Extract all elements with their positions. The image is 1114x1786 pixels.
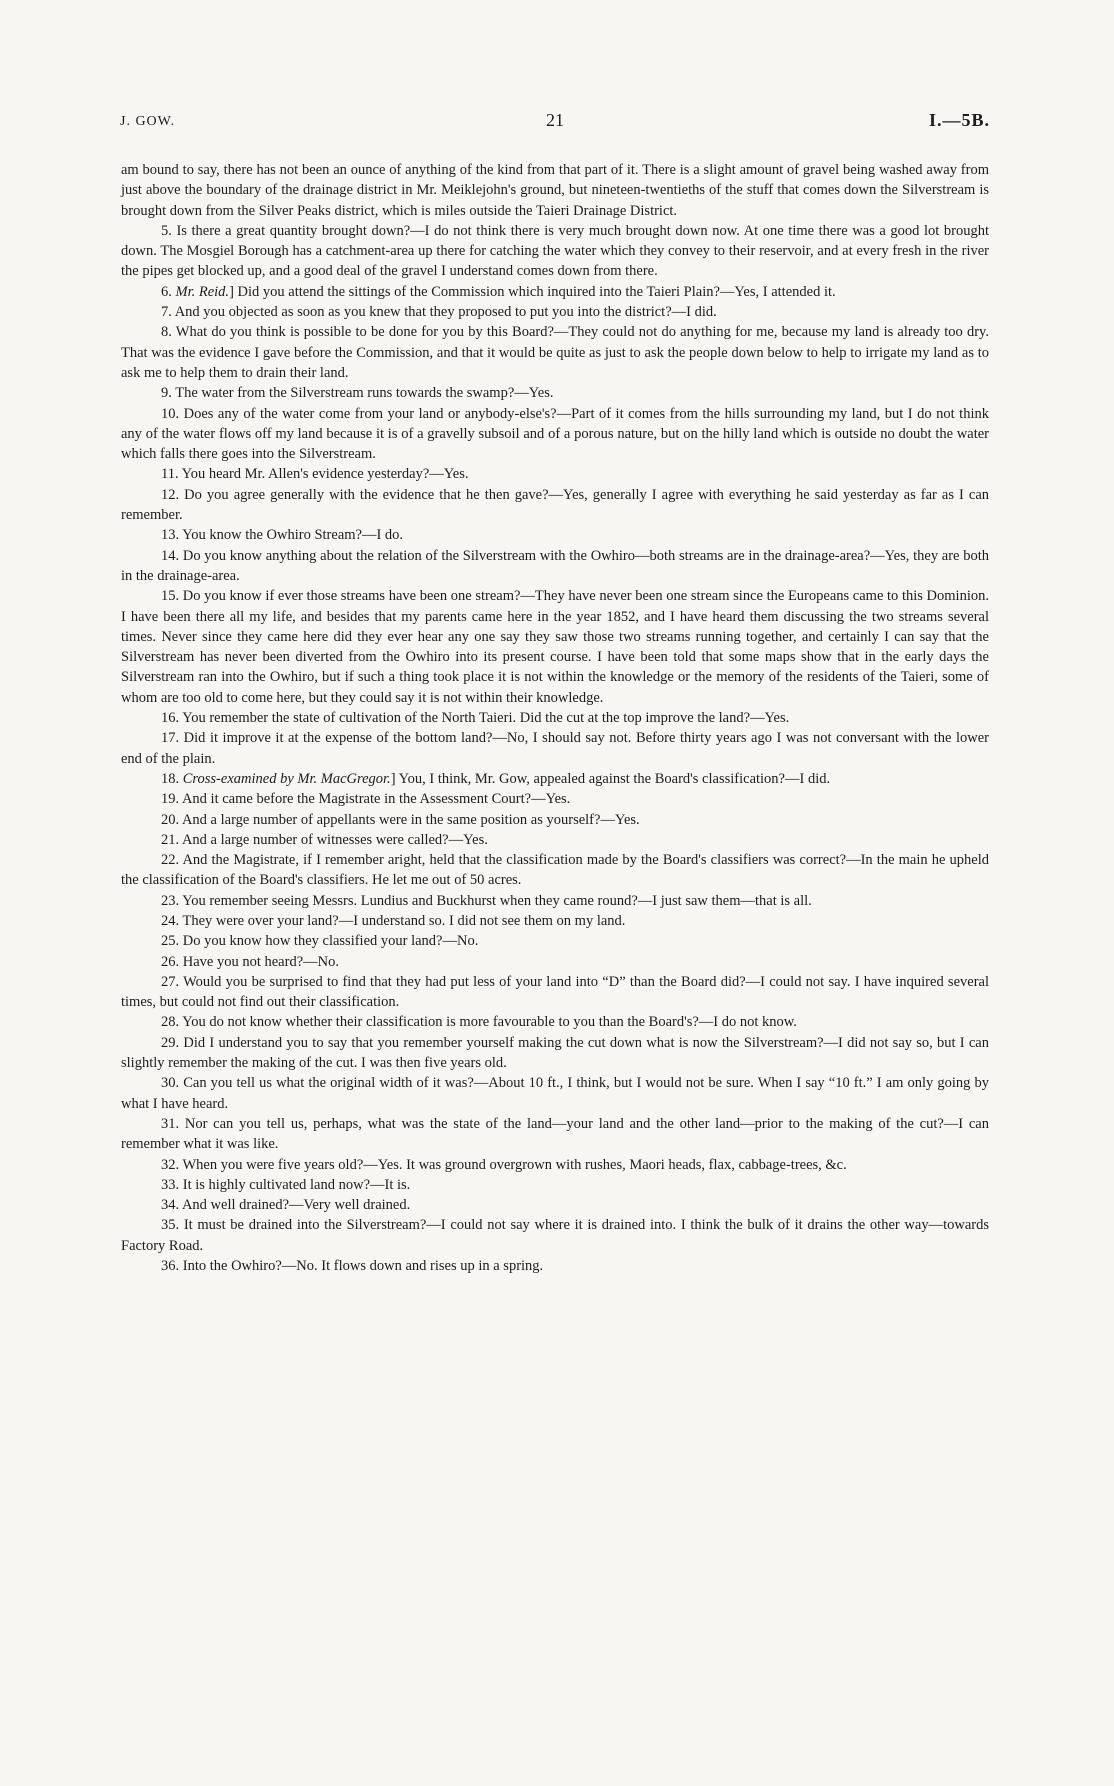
speaker-note: Cross-examined by Mr. MacGregor. [182,770,391,787]
speaker-note: Mr. Reid. [175,283,230,300]
paragraph: 11. You heard Mr. Allen's evidence yesterday?—Yes. [161,466,469,483]
paragraph: 23. You remember seeing Messrs. Lundius and Buckhurst when they came round?—I just saw them—that is all. [161,892,812,909]
paragraph: 36. Into the Owhiro?—No. It flows down and rises up in a spring. [161,1258,544,1275]
paragraph: 6. Mr. Reid.] Did you attend the sittings of the Commission which inquired into the Taieri Plain?—Yes, I attended it. [161,283,836,300]
paragraph: 29. Did I understand you to say that you remember yourself making the cut down what is now the Silverstream?—I did not say so, but I can slightly remember the making of the cut. I was then five years old. [121,1034,989,1072]
header-witness-name: J. GOW. [120,114,176,129]
paragraph: 16. You remember the state of cultivation of the North Taieri. Did the cut at the top improve the land?—Yes. [161,710,790,727]
paragraph: 12. Do you agree generally with the evidence that he then gave?—Yes, generally I agree with everything he said yesterday as far as I can remember. [121,486,989,524]
paragraph: 35. It must be drained into the Silverstream?—I could not say where it is drained into. I think the bulk of it drains the other way—towards Factory Road. [121,1217,989,1254]
paragraph: 32. When you were five years old?—Yes. It was ground overgrown with rushes, Maori heads, flax, cabbage-trees, &c. [161,1156,847,1173]
page-header [120,110,990,134]
paragraph: 22. And the Magistrate, if I remember aright, held that the classification made by the Board's classifiers was correct?—In the main he upheld the classification of the Board's classifiers. He let me out of 50 acres. [121,852,989,889]
paragraph: am bound to say, there has not been an ounce of anything of the kind from that part of it. There is a slight amount of gravel being washed away from just above the boundary of the drainage district in Mr. Meiklejohn's ground, but nineteen-twentieths of the stuff that comes down the Silverstream is brought down from the Silver Peaks district, which is miles outside the Taieri Drainage District. [121,162,989,219]
paragraph: 25. Do you know how they classified your land?—No. [161,933,479,950]
testimony-body [121,160,989,1276]
paragraph: 18. Cross-examined by Mr. MacGregor.] You, I think, Mr. Gow, appealed against the Board's classification?—I did. [161,770,831,787]
paragraph: 31. Nor can you tell us, perhaps, what was the state of the land—your land and the other land—prior to the making of the cut?—I can remember what it was like. [121,1115,989,1153]
paragraph: 10. Does any of the water come from your land or anybody-else's?—Part of it comes from the hills surrounding my land, but I do not think any of the water flows off my land because it is of a gravelly subsoil and of a porous nature, but on the hilly land which is outside no doubt the water which falls there goes into the Silverstream. [121,405,989,463]
document-reference: I.—5B. [928,110,990,130]
paragraph: 17. Did it improve it at the expense of the bottom land?—No, I should say not. Before thirty years ago I was not conversant with the lower end of the plain. [121,730,989,767]
paragraph: 19. And it came before the Magistrate in the Assessment Court?—Yes. [161,791,571,808]
paragraph: 20. And a large number of appellants were in the same position as yourself?—Yes. [161,811,640,828]
paragraph: 13. You know the Owhiro Stream?—I do. [161,527,404,544]
paragraph: 14. Do you know anything about the relation of the Silverstream with the Owhiro—both streams are in the drainage-area?—Yes, they are both in the drainage-area. [121,547,989,584]
page-number: 21 [546,110,564,130]
paragraph: 9. The water from the Silverstream runs towards the swamp?—Yes. [161,385,554,402]
paragraph: 24. They were over your land?—I understand so. I did not see them on my land. [161,912,626,929]
paragraph: 15. Do you know if ever those streams have been one stream?—They have never been one stream since the Europeans came to this Dominion. I have been there all my life, and besides that my parents came here in the year 1852, and I have heard them discussing the two streams several times. Never since they came here did they ever hear any one say they saw those two streams running together, and certainly I can say that the Silverstream has never been diverted from the Owhiro into its present course. I have been told that some maps show that in the early days the Silverstream ran into the Owhiro, but if such a thing took place it is not within the knowledge or the memory of the residents of the Taieri, some of whom are too old to come here, but they could say it is not within their knowledge. [121,588,989,706]
paragraph: 7. And you objected as soon as you knew that they proposed to put you into the district?—I did. [161,304,717,321]
paragraph: 26. Have you not heard?—No. [161,953,339,970]
paragraph: 33. It is highly cultivated land now?—It is. [161,1176,411,1193]
paragraph: 30. Can you tell us what the original width of it was?—About 10 ft., I think, but I would not be sure. When I say “10 ft.” I am only going by what I have heard. [121,1075,989,1112]
paragraph: 8. What do you think is possible to be done for you by this Board?—They could not do anything for me, because my land is already too dry. That was the evidence I gave before the Commission, and that it would be quite as just to ask the people down below to help to irrigate my land as to ask me to help them to drain their land. [121,324,989,381]
paragraph: 21. And a large number of witnesses were called?—Yes. [161,831,488,848]
paragraph: 34. And well drained?—Very well drained. [161,1197,411,1214]
paragraph: 28. You do not know whether their classification is more favourable to you than the Board's?—I do not know. [161,1014,797,1031]
paragraph: 27. Would you be surprised to find that they had put less of your land into “D” than the Board did?—I could not say. I have inquired several times, but could not find out their classification. [121,973,989,1011]
paragraph: 5. Is there a great quantity brought down?—I do not think there is very much brought down now. At one time there was a good lot brought down. The Mosgiel Borough has a catchment-area up there for catching the water which they convey to their reservoir, and at every fresh in the river the pipes get blocked up, and a good deal of the gravel I understand comes down from there. [121,222,989,280]
